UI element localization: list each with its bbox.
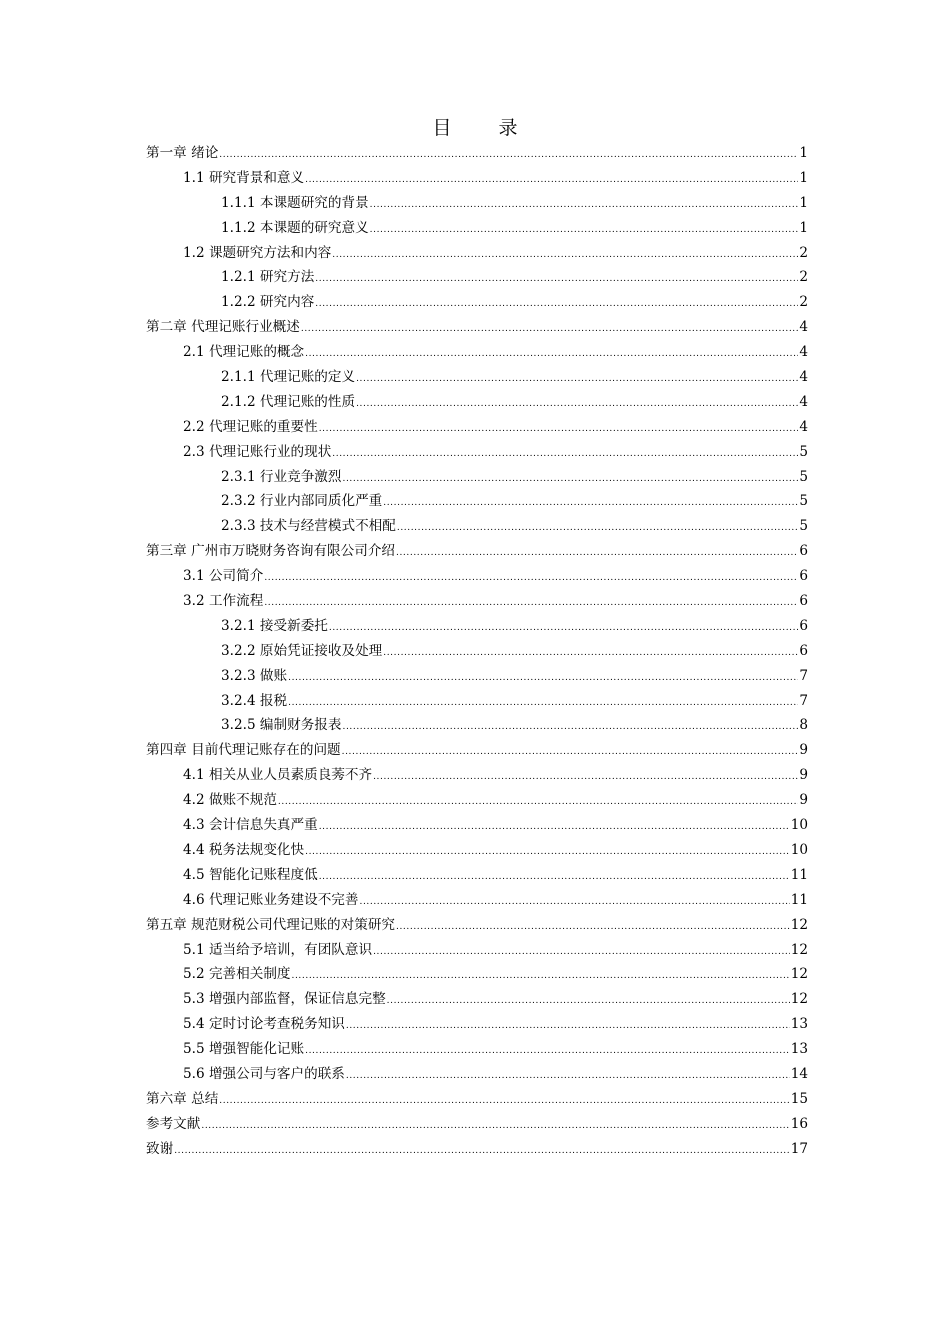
toc-entry[interactable] [146, 788, 808, 813]
toc-entry[interactable] [146, 489, 808, 514]
toc-entry[interactable] [146, 166, 808, 191]
toc-entry[interactable] [146, 539, 808, 564]
toc-entry[interactable] [146, 564, 808, 589]
toc-entry-label: 1.1.1 本课题研究的背景 [221, 194, 369, 211]
toc-entry-label: 5.2 完善相关制度 [183, 966, 291, 983]
toc-entry-label: 3.2.3 做账 [221, 667, 288, 684]
dot-leader [346, 1014, 790, 1039]
table-of-contents [146, 141, 808, 1162]
toc-entry[interactable] [146, 962, 808, 987]
toc-entry-label: 3.2.2 原始凭证接收及处理 [221, 642, 383, 659]
toc-entry[interactable] [146, 315, 808, 340]
toc-entry-page-number: 13 [790, 1016, 808, 1033]
toc-title: 目 录 [432, 117, 532, 139]
dot-leader [292, 964, 790, 989]
toc-entry-label: 2.1 代理记账的概念 [183, 344, 305, 361]
toc-entry-page-number: 12 [790, 991, 808, 1008]
toc-entry[interactable] [146, 589, 808, 614]
dot-leader [332, 442, 798, 467]
toc-entry[interactable] [146, 415, 808, 440]
toc-entry[interactable] [146, 1012, 808, 1037]
toc-entry-label: 2.1.1 代理记账的定义 [221, 369, 356, 386]
toc-entry[interactable] [146, 241, 808, 266]
toc-entry[interactable] [146, 1112, 808, 1137]
toc-entry[interactable] [146, 265, 808, 290]
toc-entry[interactable] [146, 1037, 808, 1062]
toc-entry-page-number: 15 [790, 1090, 808, 1107]
toc-entry[interactable] [146, 514, 808, 539]
toc-entry-label: 4.2 做账不规范 [183, 792, 277, 809]
toc-entry[interactable] [146, 838, 808, 863]
toc-entry-label: 1.2.1 研究方法 [221, 269, 315, 286]
toc-entry-label: 3.2 工作流程 [183, 593, 264, 610]
toc-entry[interactable] [146, 390, 808, 415]
toc-entry-label: 3.1 公司简介 [183, 568, 264, 585]
toc-entry-label: 5.4 定时讨论考查税务知识 [183, 1016, 345, 1033]
toc-entry[interactable] [146, 938, 808, 963]
toc-entry-page-number: 1 [799, 169, 808, 186]
dot-leader [342, 740, 799, 765]
toc-entry-label: 2.3 代理记账行业的现状 [183, 443, 332, 460]
dot-leader [301, 317, 798, 342]
toc-entry-page-number: 13 [790, 1041, 808, 1058]
toc-entry-label: 1.2 课题研究方法和内容 [183, 244, 332, 261]
dot-leader [201, 1114, 789, 1139]
toc-entry-label: 2.3.1 行业竞争激烈 [221, 468, 342, 485]
dot-leader [315, 267, 798, 292]
toc-entry[interactable] [146, 465, 808, 490]
toc-entry[interactable] [146, 440, 808, 465]
toc-entry-page-number: 7 [799, 692, 808, 709]
dot-leader [359, 890, 789, 915]
dot-leader [329, 616, 798, 641]
toc-entry-label: 第二章 代理记账行业概述 [146, 319, 300, 336]
toc-entry[interactable] [146, 1087, 808, 1112]
dot-leader [373, 765, 798, 790]
dot-leader [370, 218, 799, 243]
dot-leader [342, 715, 798, 740]
dot-leader [315, 292, 798, 317]
toc-entry-label: 2.1.2 代理记账的性质 [221, 393, 356, 410]
toc-entry-label: 5.6 增强公司与客户的联系 [183, 1065, 345, 1082]
toc-entry[interactable] [146, 713, 808, 738]
toc-entry-label: 2.3.2 行业内部同质化严重 [221, 493, 383, 510]
dot-leader [305, 168, 798, 193]
toc-entry-page-number: 11 [790, 891, 808, 908]
dot-leader [383, 641, 798, 666]
dot-leader [346, 1064, 790, 1089]
toc-entry-page-number: 17 [790, 1140, 808, 1157]
toc-entry[interactable] [146, 191, 808, 216]
toc-entry-page-number: 6 [799, 568, 808, 585]
toc-entry-page-number: 2 [799, 269, 808, 286]
toc-entry-label: 第四章 目前代理记账存在的问题 [146, 742, 341, 759]
toc-entry-label: 3.2.4 报税 [221, 692, 288, 709]
toc-entry-page-number: 5 [799, 493, 808, 510]
dot-leader [264, 566, 798, 591]
toc-entry-page-number: 14 [790, 1065, 808, 1082]
toc-entry[interactable] [146, 290, 808, 315]
toc-entry-page-number: 12 [790, 941, 808, 958]
toc-entry-label: 2.2 代理记账的重要性 [183, 418, 318, 435]
toc-entry-page-number: 5 [799, 518, 808, 535]
toc-entry-page-number: 11 [790, 866, 808, 883]
toc-entry-label: 2.3.3 技术与经营模式不相配 [221, 518, 396, 535]
dot-leader [387, 989, 790, 1014]
toc-entry-label: 4.4 税务法规变化快 [183, 841, 305, 858]
toc-entry-page-number: 4 [799, 393, 808, 410]
dot-leader [396, 541, 798, 566]
toc-entry-label: 5.3 增强内部监督，保证信息完整 [183, 991, 386, 1008]
toc-entry[interactable] [146, 913, 808, 938]
toc-entry[interactable] [146, 664, 808, 689]
toc-entry-page-number: 9 [799, 792, 808, 809]
toc-entry-page-number: 2 [799, 294, 808, 311]
toc-entry-page-number: 16 [790, 1115, 808, 1132]
dot-leader [305, 840, 790, 865]
toc-entry-label: 第一章 绪论 [146, 145, 219, 161]
toc-entry[interactable] [146, 639, 808, 664]
toc-entry-label: 5.5 增强智能化记账 [183, 1041, 305, 1058]
dot-leader [288, 666, 798, 691]
dot-leader [305, 342, 798, 367]
toc-entry-page-number: 12 [790, 966, 808, 983]
toc-entry-label: 4.3 会计信息失真严重 [183, 817, 318, 834]
toc-entry-page-number: 4 [799, 344, 808, 361]
toc-entry-label: 第三章 广州市万晓财务咨询有限公司介绍 [146, 543, 396, 560]
toc-entry[interactable] [146, 141, 808, 166]
toc-entry[interactable] [146, 813, 808, 838]
toc-entry-label: 1.2.2 研究内容 [221, 294, 315, 311]
toc-entry[interactable] [146, 365, 808, 390]
toc-entry-label: 1.1.2 本课题的研究意义 [221, 219, 369, 236]
dot-leader [319, 865, 790, 890]
toc-entry-page-number: 2 [799, 244, 808, 261]
toc-entry-label: 3.2.5 编制财务报表 [221, 717, 342, 734]
toc-entry-label: 4.5 智能化记账程度低 [183, 866, 318, 883]
toc-entry[interactable] [146, 888, 808, 913]
toc-entry-page-number: 4 [799, 319, 808, 336]
toc-entry-label: 4.6 代理记账业务建设不完善 [183, 891, 359, 908]
toc-entry-label: 致谢 [146, 1140, 174, 1157]
toc-entry-label: 1.1 研究背景和意义 [183, 169, 305, 186]
dot-leader [219, 143, 798, 168]
dot-leader [219, 1089, 789, 1114]
toc-entry[interactable] [146, 1062, 808, 1087]
dot-leader [319, 417, 799, 442]
toc-entry-page-number: 4 [799, 418, 808, 435]
toc-entry-page-number: 6 [799, 543, 808, 560]
toc-entry-page-number: 8 [799, 717, 808, 734]
dot-leader [174, 1139, 790, 1164]
toc-entry-page-number: 5 [799, 468, 808, 485]
toc-entry-page-number: 6 [799, 642, 808, 659]
toc-entry[interactable] [146, 763, 808, 788]
toc-entry-page-number: 12 [790, 916, 808, 933]
toc-entry-page-number: 1 [799, 219, 808, 236]
dot-leader [264, 591, 798, 616]
dot-leader [342, 467, 798, 492]
toc-entry[interactable] [146, 340, 808, 365]
toc-entry[interactable] [146, 1137, 808, 1162]
dot-leader [305, 1039, 790, 1064]
toc-entry[interactable] [146, 863, 808, 888]
dot-leader [319, 815, 790, 840]
toc-entry-page-number: 10 [790, 841, 808, 858]
toc-entry-label: 第六章 总结 [146, 1090, 219, 1107]
dot-leader [288, 691, 798, 716]
toc-entry-page-number: 9 [799, 742, 808, 759]
dot-leader [332, 243, 798, 268]
dot-leader [356, 367, 798, 392]
toc-entry-label: 参考文献 [146, 1115, 201, 1132]
dot-leader [373, 940, 790, 965]
toc-entry-page-number: 1 [799, 194, 808, 211]
dot-leader [396, 915, 790, 940]
toc-entry-page-number: 1 [799, 145, 808, 161]
toc-entry-page-number: 9 [799, 767, 808, 784]
toc-entry-label: 5.1 适当给予培训，有团队意识 [183, 941, 373, 958]
toc-entry[interactable] [146, 216, 808, 241]
dot-leader [278, 790, 798, 815]
toc-entry-page-number: 6 [799, 617, 808, 634]
toc-entry-label: 3.2.1 接受新委托 [221, 617, 328, 634]
toc-entry-page-number: 5 [799, 443, 808, 460]
dot-leader [370, 193, 799, 218]
toc-entry-page-number: 10 [790, 817, 808, 834]
toc-entry-page-number: 7 [799, 667, 808, 684]
toc-entry[interactable] [146, 689, 808, 714]
toc-entry[interactable] [146, 987, 808, 1012]
toc-entry-label: 4.1 相关从业人员素质良莠不齐 [183, 767, 373, 784]
toc-entry-page-number: 4 [799, 369, 808, 386]
toc-entry-page-number: 6 [799, 593, 808, 610]
toc-entry[interactable] [146, 614, 808, 639]
dot-leader [383, 491, 798, 516]
toc-entry-label: 第五章 规范财税公司代理记账的对策研究 [146, 916, 396, 933]
dot-leader [397, 516, 798, 541]
dot-leader [356, 392, 798, 417]
toc-entry[interactable] [146, 738, 808, 763]
